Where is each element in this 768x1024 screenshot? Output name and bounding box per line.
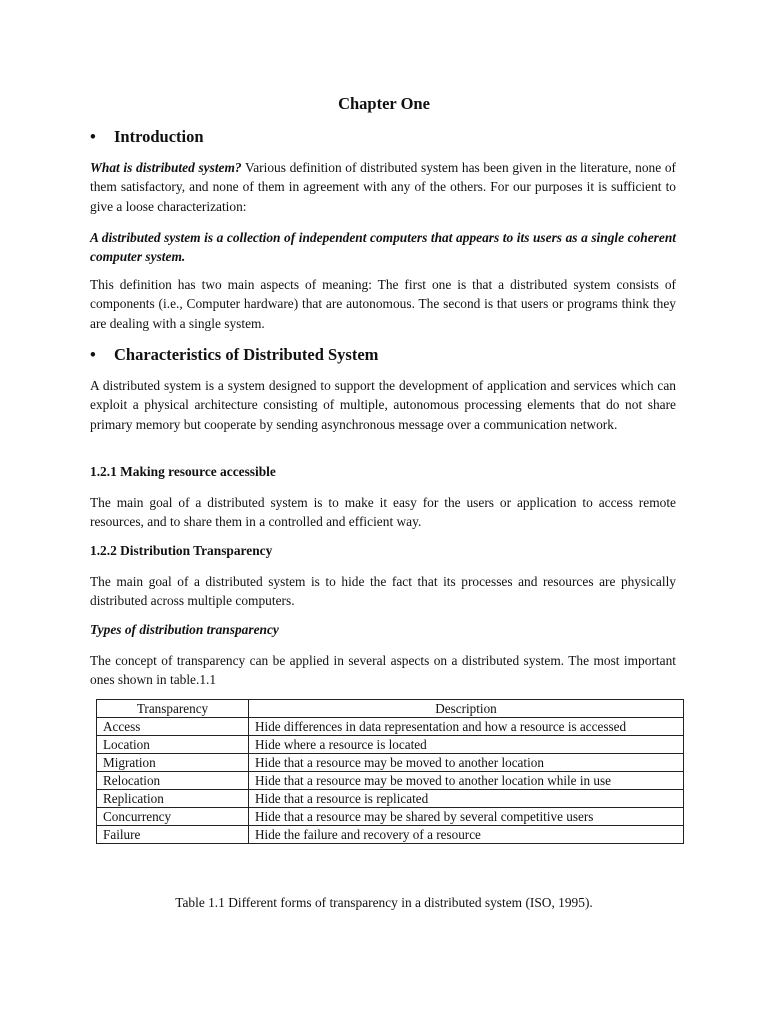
section-heading-text: Characteristics of Distributed System bbox=[114, 345, 379, 364]
table-row bbox=[97, 718, 684, 736]
transparency-table bbox=[96, 699, 684, 844]
table-cell-description: Hide the failure and recovery of a resource bbox=[249, 826, 684, 844]
table-cell-transparency: Replication bbox=[97, 790, 249, 808]
intro-paragraph-text: Various definition of distributed system has been given in the literature, none of them satisfactory, and none of them in agreement with any of the others. For our purposes it is sufficient to give a loose characterization: bbox=[90, 160, 676, 214]
table-row bbox=[97, 772, 684, 790]
table-row bbox=[97, 826, 684, 844]
table-cell-transparency: Concurrency bbox=[97, 808, 249, 826]
types-heading: Types of distribution transparency bbox=[90, 622, 279, 637]
table-row bbox=[97, 754, 684, 772]
bullet-icon: • bbox=[90, 345, 96, 364]
table-row bbox=[97, 790, 684, 808]
table-header-cell: Transparency bbox=[97, 700, 249, 718]
subsection-heading-1-2-1: 1.2.1 Making resource accessible bbox=[90, 464, 276, 479]
table-cell-transparency: Location bbox=[97, 736, 249, 754]
table-cell-transparency: Relocation bbox=[97, 772, 249, 790]
intro-paragraph bbox=[90, 158, 676, 216]
table-cell-description: Hide where a resource is located bbox=[249, 736, 684, 754]
table-cell-description: Hide differences in data representation and how a resource is accessed bbox=[249, 718, 684, 736]
chapter-title: Chapter One bbox=[338, 94, 430, 113]
bullet-icon: • bbox=[90, 127, 96, 146]
resource-accessible-paragraph: The main goal of a distributed system is to make it easy for the users or application to access remote resources, and to share them in a controlled and efficient way. bbox=[90, 495, 676, 530]
table-cell-transparency: Migration bbox=[97, 754, 249, 772]
subsection-heading-1-2-2: 1.2.2 Distribution Transparency bbox=[90, 543, 273, 558]
table-header-cell: Description bbox=[249, 700, 684, 718]
transparency-paragraph: The main goal of a distributed system is to hide the fact that its processes and resources are physically distributed across multiple computers. bbox=[90, 574, 676, 609]
definition-aspects-paragraph: This definition has two main aspects of meaning: The first one is that a distributed system consists of components (i.e., Computer hardware) that are autonomous. The second is that users or programs think they are dealing with a single system. bbox=[90, 277, 676, 331]
section-heading-introduction bbox=[90, 127, 204, 147]
table-header-row bbox=[97, 700, 684, 718]
characteristics-paragraph: A distributed system is a system designed to support the development of application and services which can exploit a physical architecture consisting of multiple, autonomous processing elements that do not share primary memory but cooperate by sending asynchronous message over a communication network. bbox=[90, 378, 676, 432]
table-cell-description: Hide that a resource is replicated bbox=[249, 790, 684, 808]
definition-paragraph: A distributed system is a collection of independent computers that appears to its users as a single coherent computer system. bbox=[90, 230, 676, 265]
table-cell-transparency: Failure bbox=[97, 826, 249, 844]
table-cell-description: Hide that a resource may be shared by several competitive users bbox=[249, 808, 684, 826]
table-row bbox=[97, 736, 684, 754]
section-heading-characteristics bbox=[90, 345, 378, 365]
table-cell-transparency: Access bbox=[97, 718, 249, 736]
table-caption: Table 1.1 Different forms of transparency in a distributed system (ISO, 1995). bbox=[175, 895, 593, 910]
table-cell-description: Hide that a resource may be moved to another location bbox=[249, 754, 684, 772]
intro-question: What is distributed system? bbox=[90, 160, 242, 175]
table-row bbox=[97, 808, 684, 826]
section-heading-text: Introduction bbox=[114, 127, 204, 146]
types-paragraph: The concept of transparency can be applied in several aspects on a distributed system. The most important ones shown in table.1.1 bbox=[90, 653, 676, 688]
table-cell-description: Hide that a resource may be moved to another location while in use bbox=[249, 772, 684, 790]
